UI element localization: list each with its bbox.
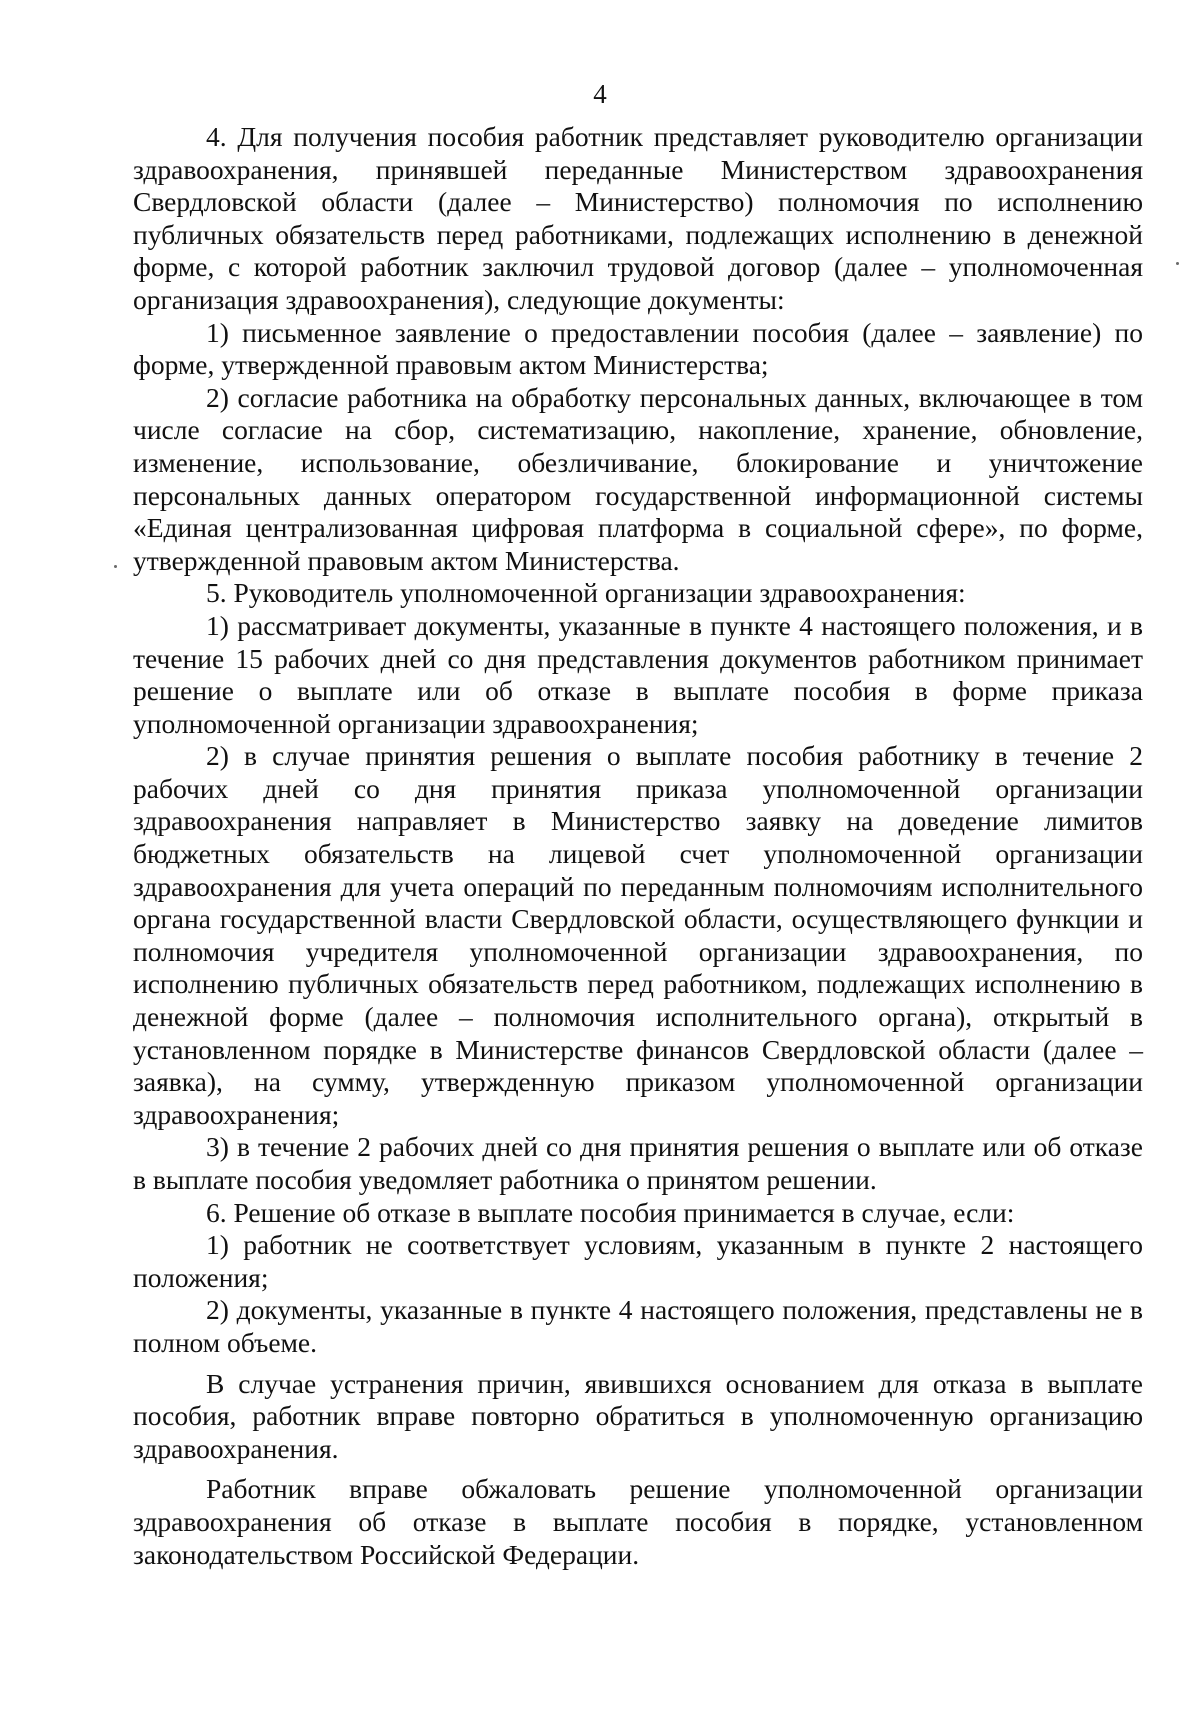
paragraph-6-item-1: 1) работник не соответствует условиям, указанным в пункте 2 настоящего положения; [133, 1229, 1143, 1293]
paragraph-4: 4. Для получения пособия работник представляет руководителю организации здравоохранения, принявшей переданные Министерством здравоохранения Свердловской области (далее – Министерство) полномочия по исполнению публичных обязательств перед работниками, подлежащих исполнению в денежной форме, с которой работник заключил трудовой договор (далее – уполномоченная организация здравоохранения), следующие документы: [133, 121, 1143, 315]
paragraph-reapply: В случае устранения причин, явившихся основанием для отказа в выплате пособия, работник вправе повторно обратиться в уполномоченную организацию здравоохранения. [133, 1367, 1143, 1464]
paragraph-appeal: Работник вправе обжаловать решение уполномоченной организации здравоохранения об отказе в выплате пособия в порядке, установленном законодательством Российской Федерации. [133, 1473, 1143, 1570]
paragraph-5-item-3: 3) в течение 2 рабочих дней со дня принятия решения о выплате или об отказе в выплате пособия уведомляет работника о принятом решении. [133, 1131, 1143, 1195]
paragraph-6: 6. Решение об отказе в выплате пособия принимается в случае, если: [206, 1196, 1015, 1228]
paragraph-5: 5. Руководитель уполномоченной организации здравоохранения: [206, 577, 966, 609]
scan-speck-left [114, 565, 117, 568]
page-number: 4 [593, 79, 607, 109]
paragraph-5-item-1: 1) рассматривает документы, указанные в пункте 4 настоящего положения, и в течение 15 рабочих дней со дня представления документов работником принимает решение о выплате или об отказе в выплате пособия в форме приказа уполномоченной организации здравоохранения; [133, 609, 1143, 739]
document-body [133, 121, 1143, 1571]
paragraph-4-item-1: 1) письменное заявление о предоставлении пособия (далее – заявление) по форме, утвержденной правовым актом Министерства; [133, 316, 1143, 381]
paragraph-6-item-2: 2) документы, указанные в пункте 4 настоящего положения, представлены не в полном объеме. [133, 1294, 1143, 1358]
scan-speck-right [1176, 262, 1179, 265]
paragraph-5-item-2: 2) в случае принятия решения о выплате пособия работнику в течение 2 рабочих дней со дня принятия приказа уполномоченной организации здравоохранения направляет в Министерство заявку на доведение лимитов бюджетных обязательств на лицевой счет уполномоченной организации здравоохранения для учета операций по переданным полномочиям исполнительного органа государственной власти Свердловской области, осуществляющего функции и полномочия учредителя уполномоченной организации здравоохранения, по исполнению публичных обязательств перед работником, подлежащих исполнению в денежной форме (далее – полномочия исполнительного органа), открытый в установленном порядке в Министерстве финансов Свердловской области (далее – заявка), на сумму, утвержденную приказом уполномоченной организации здравоохранения; [133, 740, 1143, 1130]
paragraph-4-item-2: 2) согласие работника на обработку персональных данных, включающее в том числе согласие на сбор, систематизацию, накопление, хранение, обновление, изменение, использование, обезличивание, блокирование и уничтожение персональных данных оператором государственной информационной системы «Единая централизованная цифровая платформа в социальной сфере», по форме, утвержденной правовым актом Министерства. [133, 381, 1143, 576]
